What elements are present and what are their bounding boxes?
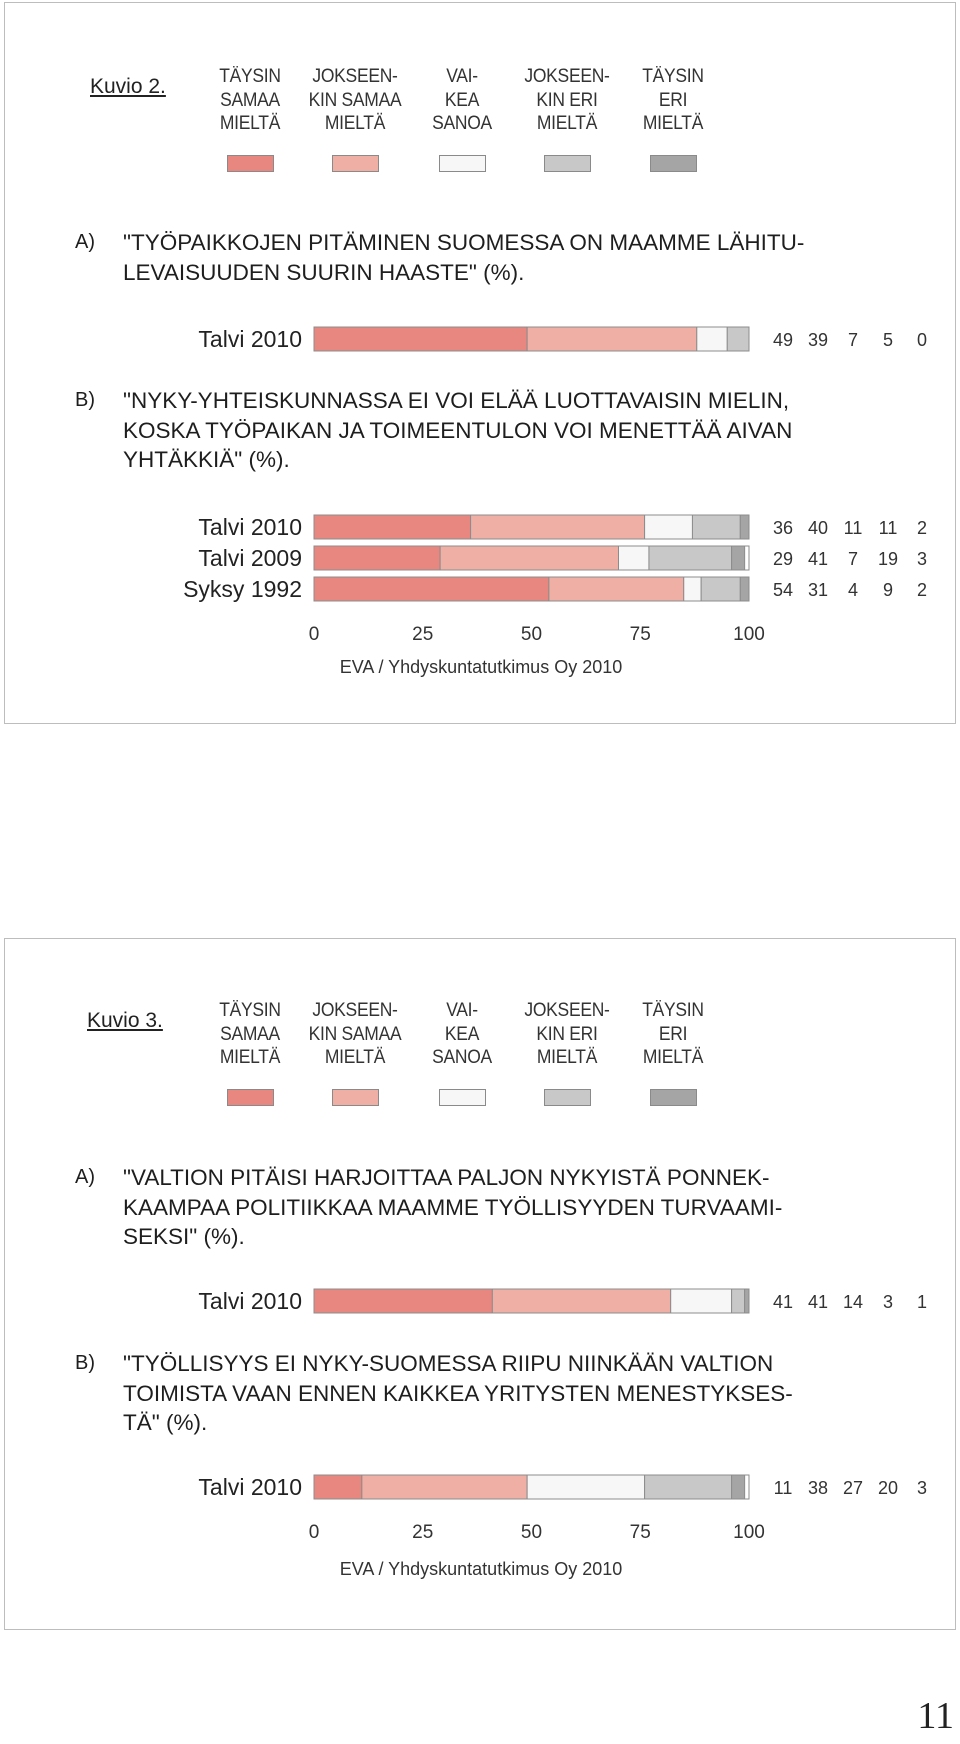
legend-label: JOKSEEN- KIN ERI MIELTÄ [524,66,610,134]
bar-segment [740,577,749,601]
legend-swatch [439,155,486,172]
category-label: Talvi 2009 [198,545,302,571]
data-label: 36 [772,518,794,538]
data-label: 4 [847,580,859,600]
bar-segment [732,1475,745,1499]
bar-segment [314,515,471,539]
chart-b [5,511,957,651]
legend-label: TÄYSIN ERI MIELTÄ [642,1000,704,1068]
bar-segment [440,546,618,570]
bar-segment [671,1289,732,1313]
source-note: EVA / Yhdyskuntatutkimus Oy 2010 [339,657,623,677]
legend-label: JOKSEEN- KIN ERI MIELTÄ [524,1000,610,1068]
data-label: 9 [882,580,894,600]
data-label: 1 [916,1292,928,1312]
legend-swatch [332,155,379,172]
legend-swatch [332,1089,379,1106]
data-label: 19 [877,549,899,569]
bar-segment [732,546,745,570]
data-label: 14 [842,1292,864,1312]
data-label: 29 [772,549,794,569]
page-number: 11 [917,1695,954,1737]
category-label: Talvi 2010 [198,1474,302,1500]
bar-segment [471,515,645,539]
question-text: "NYKY-YHTEISKUNNASSA EI VOI ELÄÄ LUOTTAVAISIN MIELIN, KOSKA TYÖPAIKAN JA TOIMEENTULON VOI MENETTÄÄ AIVAN YHTÄKKIÄ" (%). [123,388,793,472]
x-tick-label: 100 [733,624,765,645]
bar-segment [692,515,740,539]
category-label: Talvi 2010 [198,1288,302,1314]
bar-segment [684,577,701,601]
legend-swatch [439,1089,486,1106]
source-note: EVA / Yhdyskuntatutkimus Oy 2010 [339,1559,623,1579]
legend-label: VAI- KEA SANOA [432,1000,492,1068]
bar-segment [314,546,440,570]
bar-segment [645,515,693,539]
question-letter: B) [75,1352,95,1374]
data-label: 11 [773,1478,793,1498]
category-label: Syksy 1992 [183,576,302,602]
legend-label: TÄYSIN ERI MIELTÄ [642,66,704,134]
bar-segment [314,327,527,351]
data-label: 38 [807,1478,829,1498]
question-text: "VALTION PITÄISI HARJOITTAA PALJON NYKYISTÄ PONNEK- KAAMPAA POLITIIKKAA MAAMME TYÖLLISYYDEN TURVAAMI- SEKSI" (%). [123,1165,783,1249]
bar-segment [732,1289,745,1313]
legend-label: TÄYSIN SAMAA MIELTÄ [219,1000,281,1068]
chart-a [5,1285,957,1325]
x-tick-label: 75 [629,1522,651,1543]
data-label: 54 [772,580,794,600]
bar-segment [314,1475,362,1499]
bar-segment [727,327,749,351]
question-letter: A) [75,1166,95,1188]
bar-segment [740,515,749,539]
legend-swatch [544,155,591,172]
question-letter: A) [75,231,95,253]
legend-label: JOKSEEN- KIN SAMAA MIELTÄ [308,66,402,134]
bar-segment [745,1289,749,1313]
bar-segment [492,1289,670,1313]
question-text: "TYÖPAIKKOJEN PITÄMINEN SUOMESSA ON MAAMME LÄHITU- LEVAISUUDEN SUURIN HAASTE" (%). [123,230,805,285]
data-label: 11 [878,518,898,538]
bar-segment [314,1289,492,1313]
data-label: 20 [877,1478,899,1498]
data-label: 3 [882,1292,894,1312]
data-label: 7 [847,330,859,350]
legend-item [598,65,748,136]
x-tick-label: 0 [308,1522,320,1543]
data-label: 11 [843,518,863,538]
data-label: 40 [807,518,829,538]
bar-segment [619,546,649,570]
bar-segment [527,1475,644,1499]
data-label: 41 [807,549,829,569]
data-label: 0 [916,330,928,350]
category-label: Talvi 2010 [198,514,302,540]
data-label: 3 [916,549,928,569]
data-label: 7 [847,549,859,569]
chart-b [5,1471,957,1551]
legend-label: TÄYSIN SAMAA MIELTÄ [219,66,281,134]
legend-swatch [544,1089,591,1106]
chart-a [5,323,957,363]
data-label: 41 [772,1292,794,1312]
data-label: 41 [807,1292,829,1312]
question-text: "TYÖLLISYYS EI NYKY-SUOMESSA RIIPU NIINKÄÄN VALTION TOIMISTA VAAN ENNEN KAIKKEA YRITYSTEN MENESTYKSES- TÄ" (%). [123,1351,793,1435]
x-tick-label: 25 [412,624,434,645]
bar-segment [697,327,727,351]
x-tick-label: 25 [412,1522,434,1543]
data-label: 31 [807,580,829,600]
data-label: 39 [807,330,829,350]
bar-segment [362,1475,527,1499]
x-tick-label: 100 [733,1522,765,1543]
x-tick-label: 75 [629,624,651,645]
legend-label: VAI- KEA SANOA [432,66,492,134]
data-label: 2 [916,518,928,538]
legend-label: JOKSEEN- KIN SAMAA MIELTÄ [308,1000,402,1068]
bar-segment [645,1475,732,1499]
x-tick-label: 50 [520,624,543,645]
legend-swatch [227,155,274,172]
figure-panel-kuvio-2 [4,2,956,724]
legend-swatch [227,1089,274,1106]
data-label: 2 [916,580,928,600]
figure-panel-kuvio-3 [4,938,956,1630]
x-tick-label: 0 [308,624,320,645]
bar-segment [527,327,697,351]
bar-segment [701,577,740,601]
data-label: 27 [842,1478,864,1498]
data-label: 49 [772,330,794,350]
bar-segment [549,577,684,601]
question-letter: B) [75,389,95,411]
data-label: 3 [916,1478,928,1498]
bar-segment [649,546,732,570]
category-label: Talvi 2010 [198,326,302,352]
data-label: 5 [882,330,894,350]
bar-segment [314,577,549,601]
legend-item [598,999,748,1070]
figure-label: Kuvio 2. [90,75,166,98]
legend-swatch [650,1089,697,1106]
x-tick-label: 50 [520,1522,543,1543]
legend-swatch [650,155,697,172]
figure-label: Kuvio 3. [87,1009,163,1032]
